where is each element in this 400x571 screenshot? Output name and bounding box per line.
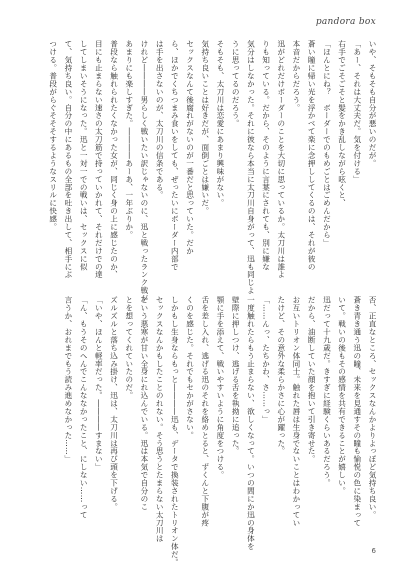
upper-text-line: あまりにも楽しすぎた。――――あーあ、一年ぶりか。 xyxy=(124,40,134,239)
upper-text-line: けれど――――男らしく戦いたい訳じゃないのに、迅と戦ったランク戦が xyxy=(139,40,149,303)
lower-text-line: 「いや、ほんと軽率だった。――――すまない」 xyxy=(94,296,104,471)
upper-text-line: そもそも、太刀川は恋愛にあまり興味がない。 xyxy=(215,40,225,207)
lower-text-line: 「ん、もうそのへんでこんななかったこと、にしない……って xyxy=(79,296,89,519)
upper-text-line: つける。普段がらぐそそそするようなスリルに快感。 xyxy=(48,40,58,231)
upper-text-line: て、気持ち良い。自分の中にあるもの全部を吐き出して、相手にぶ xyxy=(63,40,73,279)
lower-text-line: 舌を差し入れ、逃げる迅のそれを絡めとると、ずくんと下腹が疼 xyxy=(200,296,210,527)
lower-text-line: 否、正直なところ、セックスなんかよりよっぽど気持ち良い。 xyxy=(368,296,377,519)
header-brand: pandora box xyxy=(315,17,376,27)
page-number: 6 xyxy=(371,547,376,555)
lower-text-line: とを想ってくれていたのだ。 xyxy=(124,296,134,400)
upper-text-line: 「あー、それは大丈夫だ。気を付ける」 xyxy=(352,40,362,184)
lower-text-line: 壁際に押しつけ、逃げる舌を執拗に追った。 xyxy=(231,296,241,455)
upper-text-line: りも知っている。だから、そのように言葉にされても、別に嫌な xyxy=(261,40,271,271)
upper-text-line: 気持ち良いことは好きだが、面倒ごとは嫌いだ。 xyxy=(200,40,210,215)
lower-text-line: 一度触れたらもう止まらない、欲しくなって。いつの間にか迅の身体を xyxy=(246,296,256,551)
lower-text-line: 蒼き青き通う迅の瞳、未来を見通すその瞳も愉悦の色に染まって xyxy=(352,296,362,527)
upper-text-line: セックスなんて後腐れがないのが一番だと思っていた。だか xyxy=(185,40,195,255)
lower-text-line: くのを感じた。それでもセかがさない。 xyxy=(185,296,195,440)
upper-text-line: は手を出さないのが、太刀川の信条である。 xyxy=(155,40,165,199)
lower-text-line: いて。戦いの後もその感情を共有できることが嬉しい。 xyxy=(337,296,347,495)
upper-text-line: ら、ほかでくちつまみ食いをしても、ぜったいにボーダー内部で xyxy=(170,40,180,271)
upper-text-line: 蒼い瞳に帰い光を浮かべて楽に念押ししてくるのは、それが彼の xyxy=(307,40,317,271)
upper-text-line: 迅がどれだけボーダーのことを大切に思っているか。太刀川は誰よ xyxy=(276,40,286,279)
upper-text-line: 気分はしなかった。それに彼なら本当に太刀川自身がって、迅も同じよ xyxy=(246,40,256,295)
upper-text-line: 「ほんとにね？ ボーダーでのもめごとはごめんだから」 xyxy=(322,40,332,247)
text-block-upper xyxy=(48,40,380,303)
upper-text-line: してしまいそうになった。迅と一対一での戦いは、セックスに似 xyxy=(79,40,89,271)
upper-text-line: 右手でごそごそと髪をかき乱しながら呟くと、 xyxy=(337,40,347,207)
lower-text-line: 迅だって十九歳だ。きすぎに経験くらいあるだろう。 xyxy=(322,296,332,487)
lower-text-line: お互いトリオン体同士。触れた唇は生身でないことはわかってい xyxy=(291,296,301,527)
upper-text-line: 普段なら触れられたくなかった女が、同じく身の上に感じたのか、 xyxy=(109,40,119,279)
upper-text-line: 本音だからだろう。 xyxy=(291,40,301,112)
upper-text-line: 目にも止まらない速さの太刀筋で持っていかれて、それだけでの達 xyxy=(94,40,104,279)
lower-text-line: たけど、その意外な柔らかさに心が躍った。 xyxy=(276,296,286,455)
lower-text-line: セックスなんかもしたことのれない。そう思うとたまらない太刀川は xyxy=(155,296,165,543)
lower-text-line: しかもし生身ならもっと――――迅も、データで換装されたトリオン体だ。 xyxy=(170,296,180,567)
lower-text-line: だから、油断していた顔を抱いて引き寄せた。 xyxy=(307,296,317,463)
lower-text-line: 言うか、おれまでもう読み進めなかった……」 xyxy=(63,296,73,463)
lower-text-line: ズルズルと落ち込み掛け、迅は、太刀川は再び頭を下げる。 xyxy=(109,296,119,511)
upper-text-line: うに思ってるのだろう。 xyxy=(231,40,241,128)
lower-text-line: 「……んっ、たちかわ、さ……っ」 xyxy=(261,296,271,424)
lower-text-line: 顎に手を添えて、戦いやすいように角度をつける。 xyxy=(215,296,225,479)
lower-text-line: という悪寒が甘い全身にれ込んでいる。迅は本気で自分のこ xyxy=(139,296,149,511)
text-block-lower xyxy=(60,296,380,567)
upper-text-line: いや、そもそも自分が悪いのだが。 xyxy=(368,40,377,168)
